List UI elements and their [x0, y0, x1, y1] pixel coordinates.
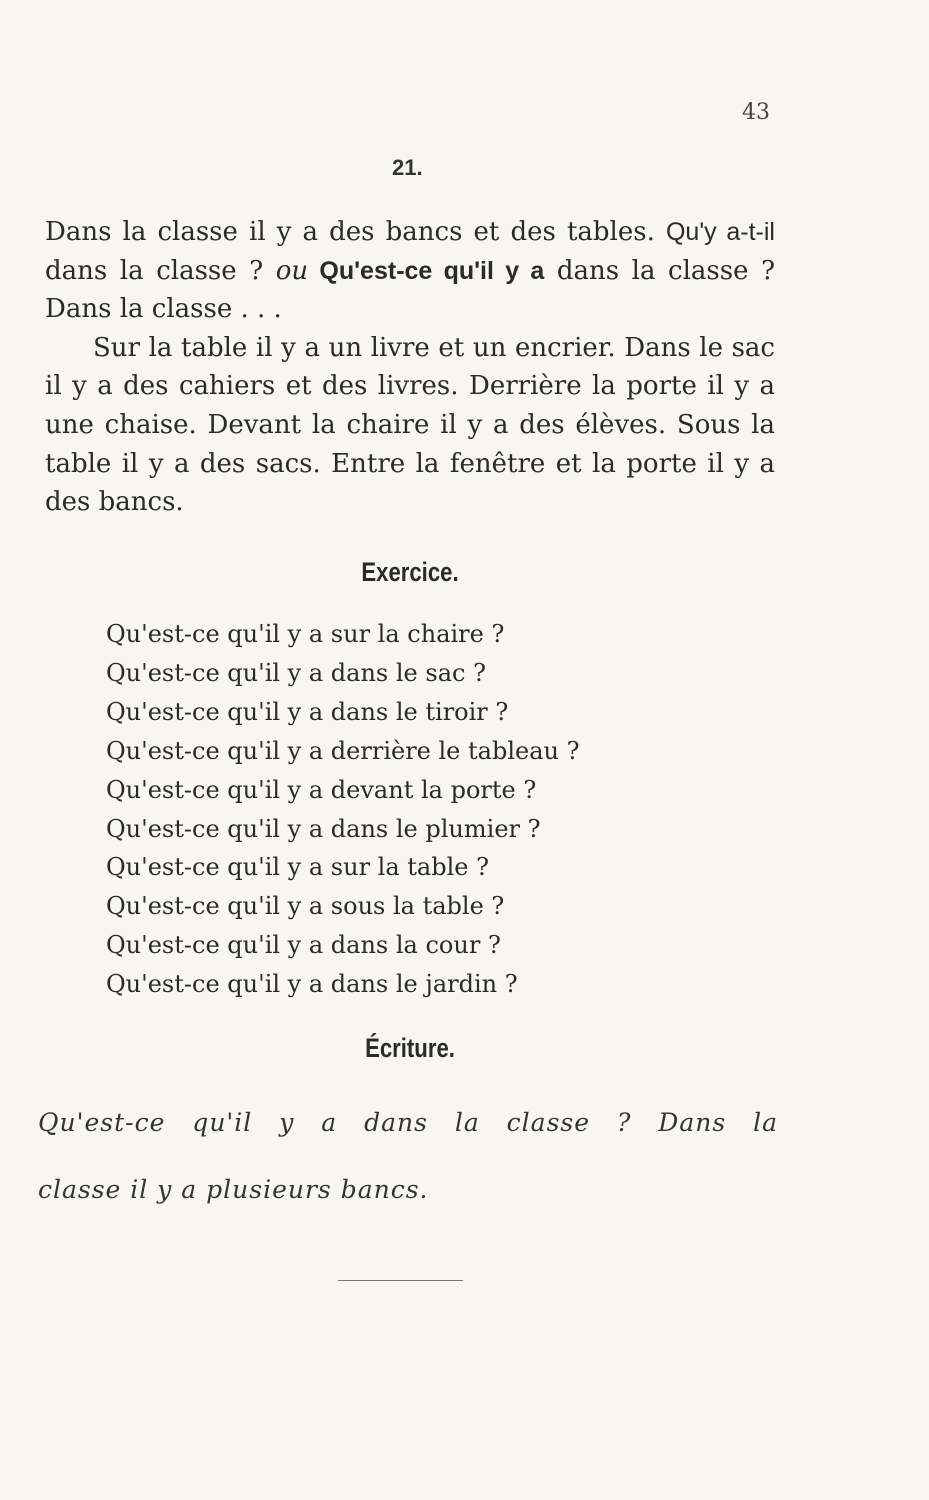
ecriture-heading: Écriture.	[365, 1033, 455, 1063]
exercise-question: Qu'est-ce qu'il y a sur la chaire ?	[106, 620, 505, 648]
lesson-number: 21.	[392, 155, 423, 180]
exercise-question: Qu'est-ce qu'il y a dans le plumier ?	[106, 814, 541, 843]
exercise-question: Qu'est-ce qu'il y a dans le jardin ?	[106, 970, 518, 999]
exercise-question: Qu'est-ce qu'il y a sur la table ?	[106, 853, 489, 882]
exercise-question: Qu'est-ce qu'il y a dans le sac ?	[106, 658, 486, 687]
question-a-rest: dans la classe ?	[45, 255, 276, 286]
handwriting-line-2: classe il y a plusieurs bancs.	[38, 1175, 429, 1204]
page-number: 43	[742, 100, 770, 125]
exercise-question-list	[106, 615, 579, 1004]
question-qu-est-ce: Qu'est-ce qu'il y a	[308, 256, 545, 285]
lesson-text	[45, 213, 775, 522]
exercice-heading: Exercice.	[361, 557, 459, 587]
exercise-question: Qu'est-ce qu'il y a sous la table ?	[106, 892, 505, 921]
intro-line1: Dans la classe il y a des bancs et des tables.	[45, 217, 655, 247]
examples-paragraph: Sur la table il y a un livre et un encrier. Dans le sac il y a des cahiers et des livres. Derrière la porte il y a une chaise. Devant la chaire il y a des élèves. Sous la table il y a des sacs. Entre la fenêtre et la porte il y a des bancs.	[45, 332, 775, 518]
intro-line3: dans la classe ? Dans la classe . . .	[45, 255, 776, 325]
exercise-question: Qu'est-ce qu'il y a dans le tiroir ?	[106, 697, 509, 726]
exercise-question: Qu'est-ce qu'il y a derrière le tableau ?	[106, 736, 580, 765]
or-word: ou	[275, 255, 309, 286]
exercise-question: Qu'est-ce qu'il y a dans la cour ?	[106, 931, 501, 960]
intro-paragraph	[45, 213, 775, 329]
question-qu-y-a-t-il: Qu'y a-t-il	[665, 218, 775, 246]
exercise-question: Qu'est-ce qu'il y a devant la porte ?	[106, 775, 537, 804]
handwriting-line-1: Qu'est-ce qu'il y a dans la classe ? Dans la	[38, 1108, 778, 1137]
end-rule	[338, 1280, 463, 1281]
